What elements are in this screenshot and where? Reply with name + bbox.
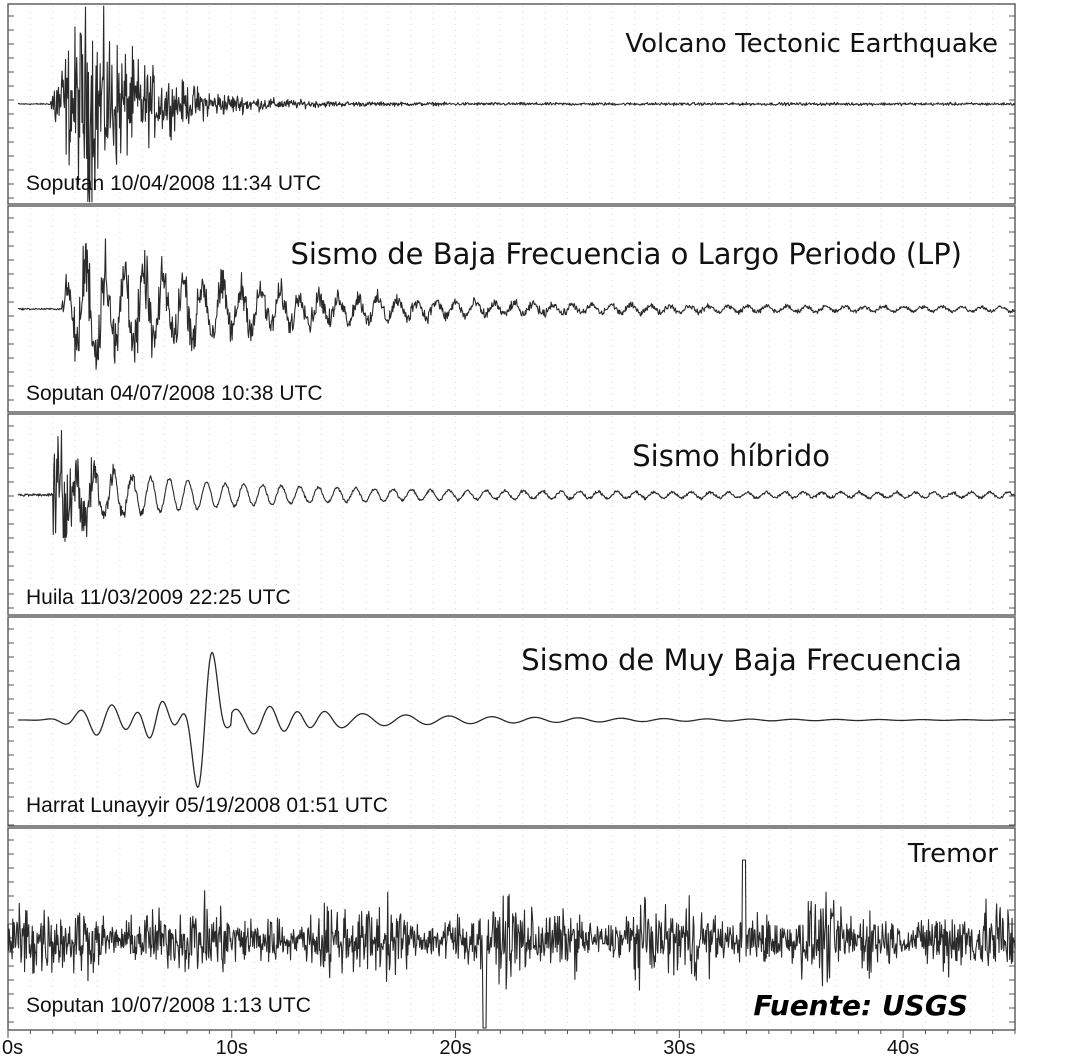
panel-title: Sismo de Muy Baja Frecuencia [521,643,962,677]
seismogram-panels [8,4,1015,1030]
panel-title: Sismo híbrido [632,439,830,473]
seismogram-panel [8,617,1015,826]
panel-station-label: Soputan 10/07/2008 1:13 UTC [26,994,311,1017]
seismogram-panel [8,414,1015,615]
x-tick-label: 30s [663,1037,696,1059]
panel-station-label: Harrat Lunayyir 05/19/2008 01:51 UTC [26,794,388,817]
x-axis [2,1030,1015,1059]
x-tick-label: 0s [2,1037,24,1059]
x-tick-label: 10s [215,1037,248,1059]
x-tick-label: 40s [886,1037,920,1059]
panel-title: Volcano Tectonic Earthquake [625,29,998,59]
seismogram-panel [8,4,1015,204]
seismogram-panel [8,206,1015,412]
panel-title: Sismo de Baja Frecuencia o Largo Periodo (LP) [290,237,962,271]
waveform-trace [18,431,1015,542]
panel-station-label: Huila 11/03/2009 22:25 UTC [26,586,291,609]
panel-title: Tremor [907,839,998,869]
panel-station-label: Soputan 10/04/2008 11:34 UTC [26,172,321,195]
panel-frame [8,414,1015,615]
panel-station-label: Soputan 04/07/2008 10:38 UTC [26,382,323,405]
source-label: Fuente: USGS [753,989,968,1022]
x-tick-label: 20s [439,1037,472,1059]
panel-grid [30,416,992,613]
